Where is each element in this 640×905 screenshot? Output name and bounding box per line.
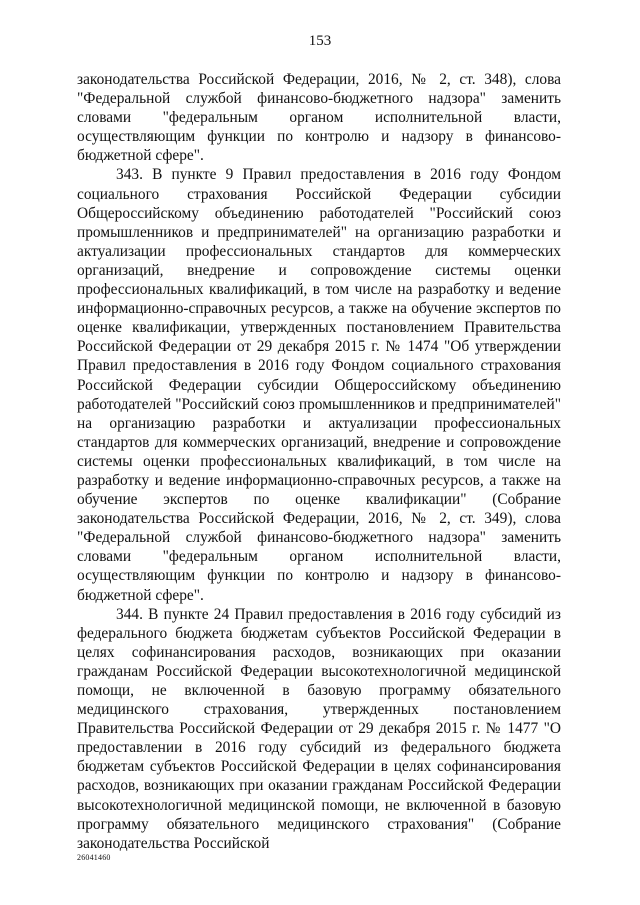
page-number: 153 bbox=[308, 33, 332, 49]
paragraph-344: 344. В пункте 24 Правил предоставления в 2016 году субсидий из федерального бюджета бюджетам субъектов Российской Федерации в целях софинансирования расходов, возникающих при оказании гражданам Российской Федерации высокотехнологичной медицинской помощи, не включенной в базовую программу обязательного медицинского страхования, утвержденных постановлением Правительства Российской Федерации от 29 декабря 2015 г. № 1477 "О предоставлении в 2016 году субсидий из федерального бюджета бюджетам субъектов Российской Федерации в целях софинансирования расходов, возникающих при оказании гражданам Российской Федерации высокотехнологичной медицинской помощи, не включенной в базовую программу обязательного медицинского страхования" (Собрание законодательства Российской bbox=[77, 605, 561, 852]
paragraph-343: 343. В пункте 9 Правил предоставления в 2016 году Фондом социального страхования Российской Федерации субсидии Общероссийскому объединению работодателей "Российский союз промышленников и предпринимателей" на организацию разработки и актуализации профессиональных стандартов для коммерческих организаций, внедрение и сопровождение системы оценки профессиональных квалификаций, в том числе на разработку и ведение информационно-справочных ресурсов, а также на обучение экспертов по оценке квалификации, утвержденных постановлением Правительства Российской Федерации от 29 декабря 2015 г. № 1474 "Об утверждении Правил предоставления в 2016 году Фондом социального страхования Российской Федерации субсидии Общероссийскому объединению работодателей "Российский союз промышленников и предпринимателей" на организацию разработки и актуализации профессиональных стандартов для коммерческих организаций, внедрение и сопровождение системы оценки профессиональных квалификаций, в том числе на разработку и ведение информационно-справочных ресурсов, а также на обучение экспертов по оценке квалификации" (Собрание законодательства Российской Федерации, 2016, № 2, ст. 349), слова "Федеральной службой финансово-бюджетного надзора" заменить словами "федеральным органом исполнительной власти, осуществляющим функции по контролю и надзору в финансово-бюджетной сфере". bbox=[77, 166, 561, 604]
document-code: 26041460 bbox=[77, 853, 111, 862]
document-body bbox=[77, 70, 561, 853]
paragraph-continuation: законодательства Российской Федерации, 2016, № 2, ст. 348), слова "Федеральной службой финансово-бюджетного надзора" заменить словами "федеральным органом исполнительной власти, осуществляющим функции по контролю и надзору в финансово-бюджетной сфере". bbox=[77, 71, 561, 165]
